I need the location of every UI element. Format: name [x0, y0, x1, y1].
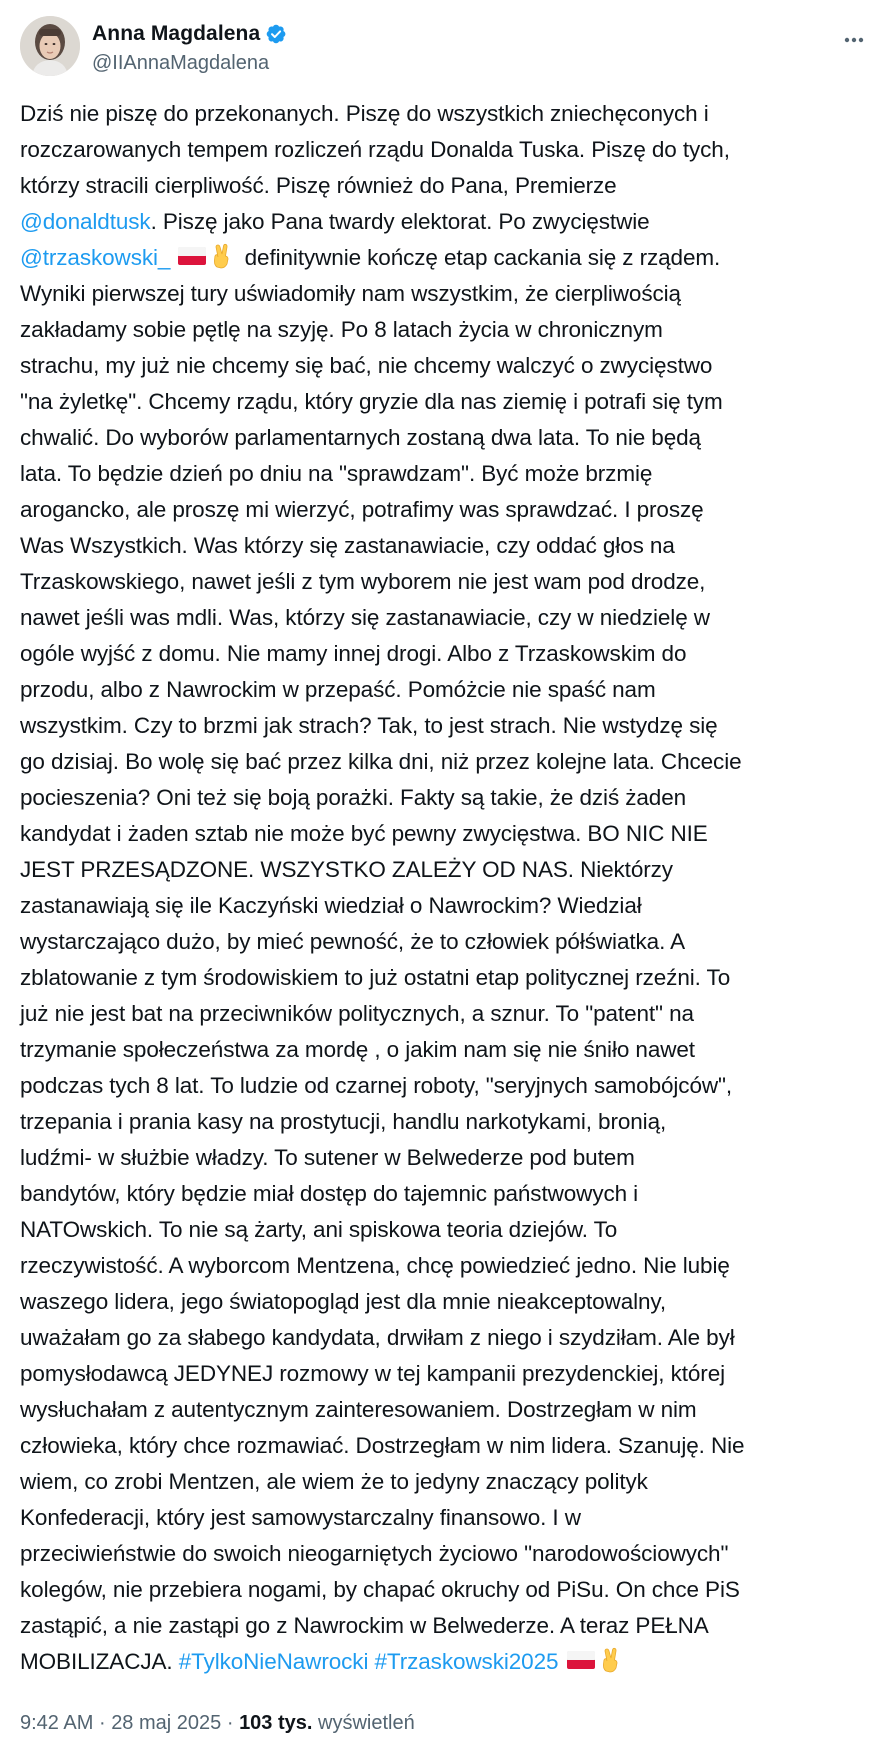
tweet-line: wystarczająco dużo, by mieć pewność, że to człowiek półświatka. A: [20, 929, 686, 954]
tweet-line: wysłuchałam z autentycznym zainteresowaniem. Dostrzegłam w nim: [20, 1397, 697, 1422]
tweet-line: JEST PRZESĄDZONE. WSZYSTKO ZALEŻY OD NAS. Niektórzy: [20, 857, 673, 882]
tweet-line: zblatowanie z tym środowiskiem to już ostatni etap politycznej rzeźni. To: [20, 965, 731, 990]
tweet-line: strachu, my już nie chcemy się bać, nie chcemy walczyć o zwycięstwo: [20, 353, 713, 378]
tweet-line: podczas tych 8 lat. To ludzie od czarnej roboty, "seryjnych samobójców",: [20, 1073, 733, 1098]
poland-flag-emoji: [178, 247, 206, 265]
meta-separator: ·: [98, 1712, 106, 1734]
tweet-line: rzeczywistość. A wyborcom Mentzena, chcę powiedzieć jedno. Nie lubię: [20, 1253, 730, 1278]
author-display-name[interactable]: Anna Magdalena: [92, 22, 261, 45]
tweet-line: przodu, albo z Nawrockim w przepaść. Pomóżcie nie spaść nam: [20, 677, 656, 702]
hashtag-tylkonienawrocki-link[interactable]: #TylkoNieNawrocki: [178, 1649, 369, 1674]
tweet-line: Konfederacji, który jest samowystarczalny finansowo. I w: [20, 1505, 581, 1530]
tweet-line: kandydat i żaden sztab nie może być pewny zwycięstwa. BO NIC NIE: [20, 821, 708, 846]
tweet-line: zastąpić, a nie zastąpi go z Nawrockim w Belwederze. A teraz PEŁNA: [20, 1613, 709, 1638]
tweet-line: trzepania i prania kasy na prostytucji, handlu narkotykami, bronią,: [20, 1109, 667, 1134]
tweet-line: rozczarowanych tempem rozliczeń rządu Donalda Tuska. Piszę do tych,: [20, 137, 730, 162]
tweet-line: ogóle wyjść z domu. Nie mamy innej drogi. Albo z Trzaskowskim do: [20, 641, 687, 666]
tweet-line: człowieka, który chce rozmawiać. Dostrzegłam w nim lidera. Szanuję. Nie: [20, 1433, 745, 1458]
mention-trzaskowski-link[interactable]: @trzaskowski_: [20, 245, 171, 270]
tweet-line: Dziś nie piszę do przekonanych. Piszę do wszystkich zniechęconych i: [20, 101, 709, 126]
tweet-line: go dzisiaj. Bo wolę się bać przez kilka dni, niż przez kolejne lata. Chcecie: [20, 749, 742, 774]
poland-flag-emoji: [567, 1651, 595, 1669]
tweet-line: Trzaskowskiego, nawet jeśli z tym wyborem nie jest wam pod drodze,: [20, 569, 706, 594]
mention-donaldtusk-link[interactable]: @donaldtusk: [20, 209, 151, 234]
tweet-line: @trzaskowski_ definitywnie kończę etap cackania się z rządem.: [20, 240, 872, 276]
tweet-line: zakładamy sobie pętlę na szyję. Po 8 latach życia w chronicznym: [20, 317, 663, 342]
tweet-line: waszego lidera, jego światopogląd jest dla mnie nieakceptowalny,: [20, 1289, 667, 1314]
more-options-button[interactable]: [836, 26, 872, 54]
author-block: [92, 22, 287, 75]
tweet-header: [20, 16, 872, 84]
tweet-line: bandytów, który będzie miał dostęp do tajemnic państwowych i: [20, 1181, 639, 1206]
tweet-line: "na żyletkę". Chcemy rządu, który gryzie dla nas ziemię i potrafi się tym: [20, 389, 723, 414]
tweet-line: nawet jeśli was mdli. Was, którzy się zastanawiacie, czy w niedzielę w: [20, 605, 710, 630]
author-handle[interactable]: @IIAnnaMagdalena: [92, 52, 270, 74]
avatar[interactable]: [20, 16, 80, 76]
tweet-line: pomysłodawcą JEDYNEJ rozmowy w tej kampanii prezydenckiej, której: [20, 1361, 726, 1386]
tweet-line: arogancko, ale proszę mi wierzyć, potrafimy was sprawdzać. I proszę: [20, 497, 704, 522]
tweet-text: [20, 96, 872, 1680]
tweet-line: NATOwskich. To nie są żarty, ani spiskowa teoria dziejów. To: [20, 1217, 618, 1242]
tweet-line: MOBILIZACJA. #TylkoNieNawrocki #Trzaskowski2025: [20, 1644, 872, 1680]
tweet-line: kolegów, nie przebiera nogami, by chapać okruchy od PiSu. On chce PiS: [20, 1577, 740, 1602]
verified-badge-icon[interactable]: [265, 23, 287, 45]
author-name-row: [92, 22, 287, 46]
victory-hand-emoji: [603, 1648, 617, 1672]
tweet-line: Wyniki pierwszej tury uświadomiły nam wszystkim, że cierpliwością: [20, 281, 681, 306]
tweet-line: już nie jest bat na przeciwników politycznych, a sznur. To "patent" na: [20, 1001, 694, 1026]
tweet-line: ludźmi- w służbie władzy. To sutener w Belwederze pod butem: [20, 1145, 635, 1170]
tweet-line: uważałam go za słabego kandydata, drwiłam z niego i szydziłam. Ale był: [20, 1325, 735, 1350]
tweet-line: którzy stracili cierpliwość. Piszę również do Pana, Premierze: [20, 173, 617, 198]
flag-and-hand-emoji: [176, 243, 238, 280]
tweet-line: trzymanie społeczeństwa za mordę , o jakim nam się nie śniło nawet: [20, 1037, 695, 1062]
tweet-meta: [20, 1712, 415, 1735]
views-count: 103 tys.: [239, 1712, 313, 1734]
tweet-line: przeciwieństwie do swoich nieogarniętych życiowo "narodowościowych": [20, 1541, 729, 1566]
meta-separator: ·: [226, 1712, 234, 1734]
tweet-time[interactable]: 9:42 AM: [20, 1712, 94, 1734]
tweet-line: wiem, co zrobi Mentzen, ale wiem że to jedyny znaczący polityk: [20, 1469, 648, 1494]
tweet-line: @donaldtusk. Piszę jako Pana twardy elektorat. Po zwycięstwie: [20, 209, 650, 234]
flag-and-hand-emoji: [565, 1647, 627, 1684]
more-horizontal-icon: [836, 26, 872, 54]
hashtag-trzaskowski2025-link[interactable]: #Trzaskowski2025: [374, 1649, 559, 1674]
tweet-line: chwalić. Do wyborów parlamentarnych zostaną dwa lata. To nie będą: [20, 425, 701, 450]
tweet-line: Was Wszystkich. Was którzy się zastanawiacie, czy oddać głos na: [20, 533, 675, 558]
avatar-photo: [20, 16, 80, 76]
tweet-date[interactable]: 28 maj 2025: [111, 1712, 222, 1734]
victory-hand-emoji: [215, 244, 229, 268]
tweet-line: lata. To będzie dzień po dniu na "sprawdzam". Być może brzmię: [20, 461, 653, 486]
tweet-line: pocieszenia? Oni też się boją porażki. Fakty są takie, że dziś żaden: [20, 785, 687, 810]
tweet-line: zastanawiają się ile Kaczyński wiedział o Nawrockim? Wiedział: [20, 893, 642, 918]
tweet-line: wszystkim. Czy to brzmi jak strach? Tak, to jest strach. Nie wstydzę się: [20, 713, 718, 738]
views-label: wyświetleń: [318, 1712, 415, 1734]
